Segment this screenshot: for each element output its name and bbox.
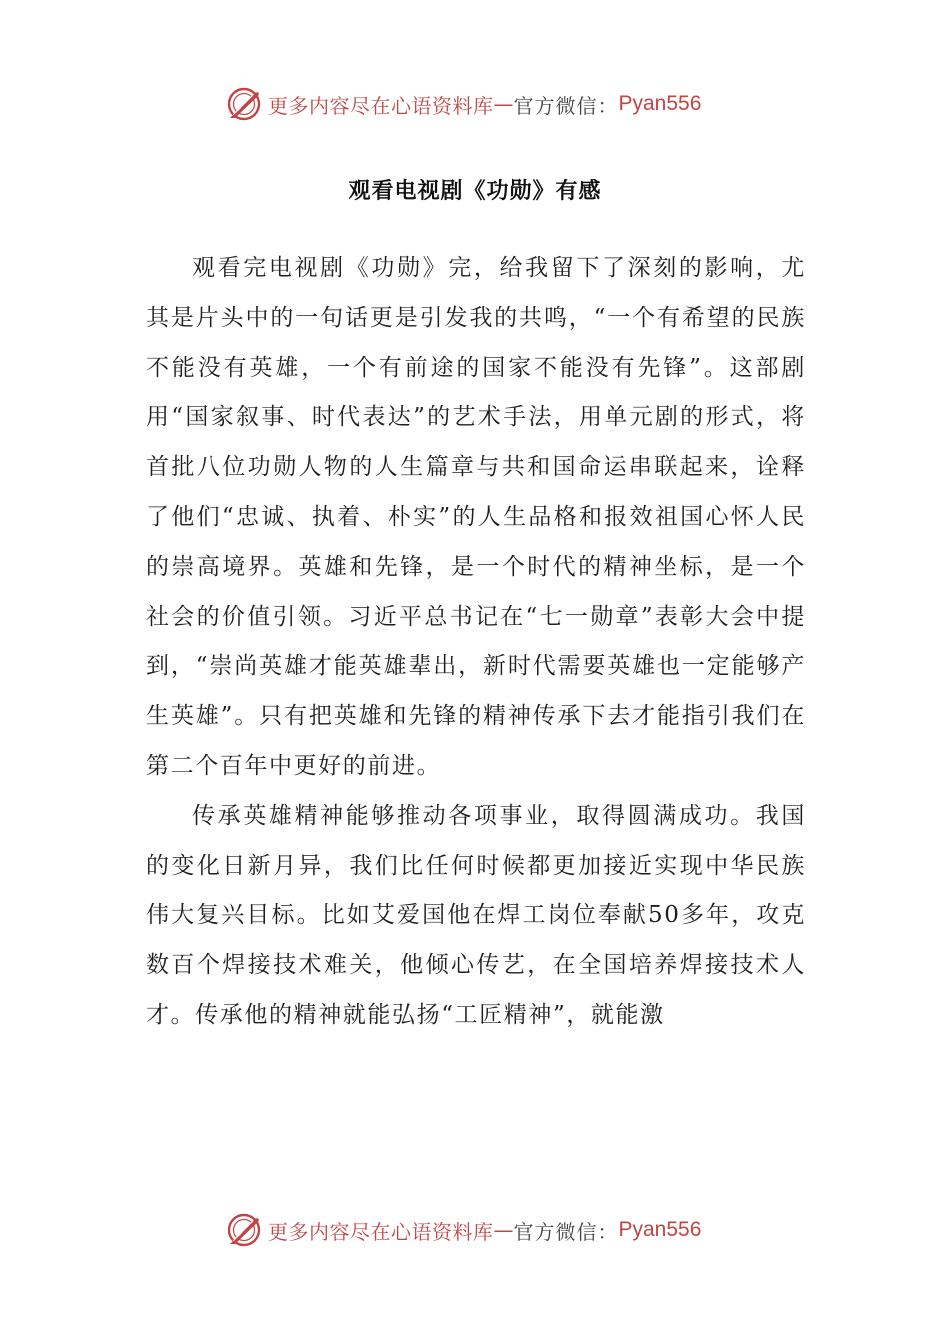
- banner-wechat-id: Pyan556: [618, 1218, 702, 1241]
- banner-wechat-label: 官方微信：: [513, 93, 619, 118]
- document-title: 观看电视剧《功勋》有感: [348, 178, 602, 204]
- banner-separator: —: [493, 1218, 514, 1242]
- paragraph-2: 传承英雄精神能够推动各项事业，取得圆满成功。我国的变化日新月异，我们比任何时候都更加接近实现中华民族伟大复兴目标。比如艾爱国他在焊工岗位奉献50多年，攻克数百个焊接技术难关，他倾心传艺，在全国培养焊接技术人才。传承他的精神就能弘扬“工匠精神”，就能激: [146, 802, 806, 1028]
- banner-brand-text: 更多内容尽在心语资料库: [268, 93, 494, 118]
- banner-separator: —: [493, 92, 514, 116]
- banner-wechat-label: 官方微信：: [513, 1219, 619, 1244]
- quill-pen-logo-icon: [224, 1210, 264, 1250]
- footer-banner: [224, 1208, 701, 1252]
- banner-brand-text: 更多内容尽在心语资料库: [268, 1219, 494, 1244]
- banner-wechat-id: Pyan556: [618, 92, 702, 115]
- quill-pen-logo-icon: [224, 84, 264, 124]
- header-banner: [224, 82, 701, 126]
- paragraph-1: 观看完电视剧《功勋》完，给我留下了深刻的影响，尤其是片头中的一句话更是引发我的共鸣，“一个有希望的民族不能没有英雄，一个有前途的国家不能没有先锋”。这部剧用“国家叙事、时代表达”的艺术手法，用单元剧的形式，将首批八位功勋人物的人生篇章与共和国命运串联起来，诠释了他们“忠诚、执着、朴实”的人生品格和报效祖国心怀人民的崇高境界。英雄和先锋，是一个时代的精神坐标，是一个社会的价值引领。习近平总书记在“七一勋章”表彰大会中提到，“崇尚英雄才能英雄辈出，新时代需要英雄也一定能够产生英雄”。只有把英雄和先锋的精神传承下去才能指引我们在第二个百年中更好的前进。: [146, 255, 806, 779]
- document-body: [146, 244, 806, 1041]
